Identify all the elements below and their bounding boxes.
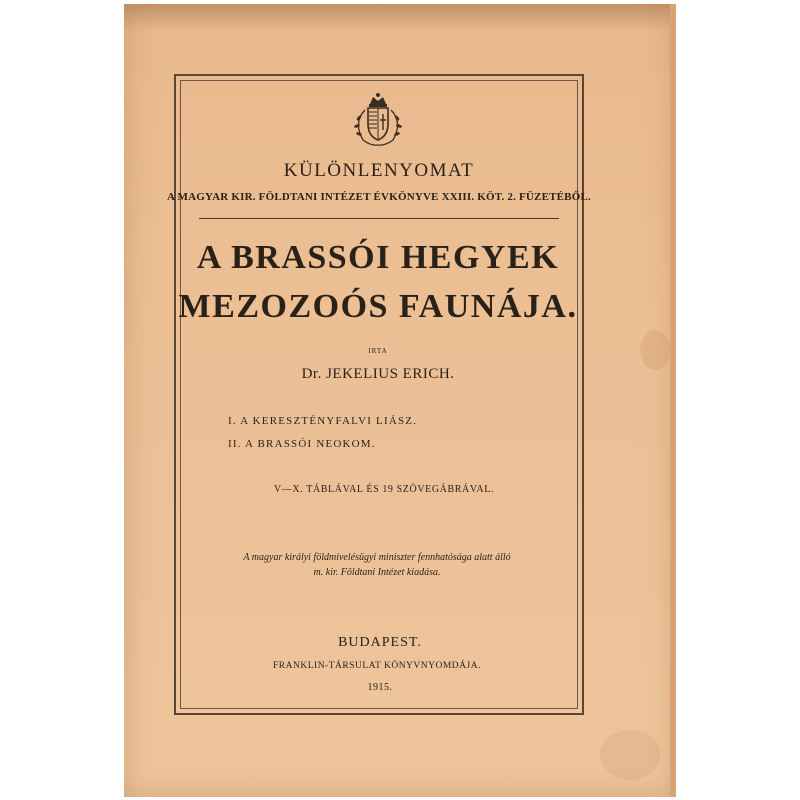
- paper-stain-top: [124, 4, 676, 32]
- crest-icon: [347, 90, 409, 152]
- title-line-1: A BRASSÓI HEGYEK: [196, 239, 560, 276]
- contents-part-2: II. A BRASSÓI NEOKOM.: [228, 438, 376, 450]
- contents-part-1: I. A KERESZTÉNYFALVI LIÁSZ.: [228, 415, 418, 427]
- publisher-line-1: A magyar királyi földmivelésügyi miniszter fennhatósága alatt álló: [243, 552, 511, 563]
- divider-rule: [199, 218, 559, 219]
- imprint-printer: FRANKLIN-TÁRSULAT KÖNYVNYOMDÁJA.: [273, 661, 481, 671]
- byline-label: IRTA: [368, 347, 388, 355]
- paper-stain: [600, 730, 660, 780]
- series-label: KÜLÖNLENYOMAT: [283, 160, 475, 181]
- imprint-year: 1915.: [367, 682, 393, 693]
- publisher-line-2: m. kir. Földtani Intézet kiadása.: [313, 567, 441, 578]
- title-line-2: MEZOZOÓS FAUNÁJA.: [178, 288, 578, 325]
- plates-note: V—X. TÁBLÁVAL ÉS 19 SZÖVEGÁBRÁVAL.: [273, 484, 495, 495]
- paper-edge: [670, 4, 676, 797]
- author-name: Dr. JEKELIUS ERICH.: [301, 366, 455, 382]
- series-source: A MAGYAR KIR. FÖLDTANI INTÉZET ÉVKÖNYVE XXIII. KÖT. 2. FÜZETÉBŐL.: [167, 191, 591, 203]
- imprint-city: BUDAPEST.: [338, 635, 422, 650]
- paper-stain: [640, 330, 670, 370]
